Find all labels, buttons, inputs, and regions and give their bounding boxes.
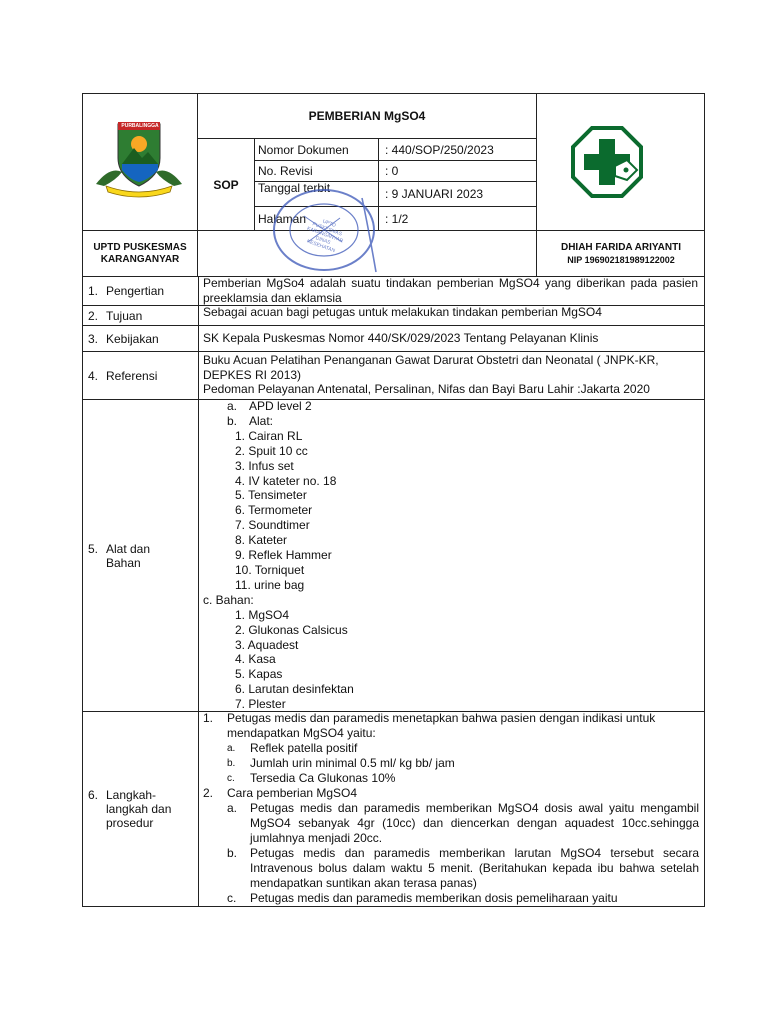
- alat-item: 5. Tensimeter: [235, 488, 307, 503]
- sub-text: Petugas medis dan paramedis memberikan dosis pemeliharaan yaitu: [250, 891, 618, 905]
- list-text: Alat:: [249, 413, 274, 428]
- row-label-line: langkah dan: [106, 802, 172, 816]
- row-number: 2.: [88, 308, 99, 323]
- sop-label: SOP: [213, 177, 239, 192]
- step-2: [203, 786, 699, 801]
- step-line: mendapatkan MgSO4 yaitu:: [227, 726, 376, 740]
- row-label-langkah: [82, 712, 198, 906]
- row-label-referensi: [82, 352, 198, 399]
- bahan-item: 4. Kasa: [235, 652, 276, 667]
- pengertian-text: Pemberian MgSo4 adalah suatu tindakan pemberian MgSO4 yang diberikan pada pasien preeklamsia dan eklamsia: [203, 276, 698, 305]
- step-marker: 1.: [203, 711, 214, 725]
- row-label-line: Alat dan: [106, 541, 151, 556]
- referensi-line: Buku Acuan Pelatihan Penanganan Gawat Darurat Obstetri dan Neonatal ( JNPK-KR,: [203, 353, 659, 367]
- row-number: 5.: [88, 541, 99, 556]
- bahan-item: 6. Larutan desinfektan: [235, 682, 354, 697]
- sub-marker: b.: [227, 846, 238, 860]
- step-text: Cara pemberian MgSO4: [227, 786, 358, 800]
- list-text: APD level 2: [249, 399, 312, 413]
- table-border-bottom: [82, 906, 705, 907]
- referensi-line: DEPKES RI 2013): [203, 367, 302, 382]
- row-label: [106, 542, 150, 570]
- alat-item: 4. IV kateter no. 18: [235, 473, 337, 488]
- row-label-tujuan: [82, 306, 198, 325]
- alat-item: 1. Cairan RL: [235, 428, 303, 443]
- row-number: 4.: [88, 368, 99, 383]
- row-label-line: Bahan: [106, 555, 141, 570]
- bahan-item: 7. Plester: [235, 697, 286, 712]
- alat-list: [203, 429, 698, 593]
- meta-row-revisi: [255, 161, 537, 181]
- step-line: Petugas medis dan paramedis menetapkan bahwa pasien dengan indikasi untuk: [227, 711, 656, 725]
- meta-value: : 1/2: [385, 211, 409, 226]
- sub-item: [203, 756, 699, 771]
- sub-marker: b.: [227, 758, 236, 769]
- bahan-item: 5. Kapas: [235, 667, 283, 682]
- alat-item: 9. Reflek Hammer: [235, 548, 332, 563]
- sub-item: [203, 741, 699, 756]
- purbalingga-logo: [92, 114, 186, 198]
- bahan-list: [203, 608, 698, 712]
- signer-name: DHIAH FARIDA ARIYANTI: [560, 241, 681, 253]
- sub-item: [203, 846, 699, 891]
- sub-item: [203, 801, 699, 846]
- sub-text: Reflek patella positif: [250, 741, 358, 755]
- alat-item: 10. Torniquet: [235, 562, 305, 577]
- alat-item: 2. Spuit 10 cc: [235, 443, 308, 458]
- puskesmas-logo: [571, 126, 643, 198]
- row-label: Tujuan: [106, 308, 143, 323]
- row-label: [106, 788, 171, 830]
- alat-bahan-content: [203, 399, 698, 712]
- logo-banner-text: PURBALINGGA: [121, 123, 159, 129]
- meta-label: Nomor Dokumen: [258, 142, 349, 157]
- org-line-1: UPTD PUSKESMAS: [93, 241, 187, 253]
- sub-marker: c.: [227, 891, 237, 905]
- step-marker: 2.: [203, 786, 214, 800]
- sub-marker: a.: [227, 801, 238, 815]
- sub-item: [203, 771, 699, 786]
- langkah-content: [203, 711, 699, 906]
- list-item: [203, 399, 698, 414]
- list-marker: b.: [227, 413, 238, 428]
- alat-item: 3. Infus set: [235, 458, 294, 473]
- row-number: 3.: [88, 331, 99, 346]
- row-number: 1.: [88, 283, 99, 298]
- row-label: Kebijakan: [106, 331, 159, 346]
- meta-row-nomor: [255, 139, 537, 160]
- alat-item: 6. Termometer: [235, 503, 313, 518]
- sub-text: Jumlah urin minimal 0.5 ml/ kg bb/ jam: [250, 756, 455, 770]
- puskesmas-cross-icon: [571, 126, 643, 198]
- signer-nip: NIP 196902181989122002: [567, 254, 675, 265]
- row-label: Pengertian: [106, 283, 165, 298]
- alat-item: 7. Soundtimer: [235, 518, 310, 533]
- meta-label: Halaman: [258, 211, 307, 226]
- bahan-item: 1. MgSO4: [235, 607, 290, 622]
- meta-label: No. Revisi: [258, 164, 313, 178]
- list-marker: a.: [227, 399, 238, 413]
- referensi-text: [203, 353, 701, 397]
- sub-marker: c.: [227, 773, 235, 784]
- row-label-alat: [82, 400, 198, 711]
- body-column-divider: [198, 276, 199, 907]
- step-1: [203, 711, 699, 741]
- row-label-kebijakan: [82, 326, 198, 351]
- official-stamp: [264, 186, 382, 276]
- row-label-pengertian: [82, 276, 198, 305]
- row-number: 6.: [88, 788, 99, 802]
- meta-value: : 440/SOP/250/2023: [385, 142, 494, 157]
- document-title: PEMBERIAN MgSO4: [308, 108, 426, 123]
- sub-text: Petugas medis dan paramedis memberikan larutan MgSO4 tersebut secara Intravenous bolus dalam waktu 5 menit. (Beritahukan kepada ibu bahwa setelah mendapatkan suntikan akan terasa panas): [250, 846, 699, 890]
- stamp-text: UPTD PUSKESMAS KARANGANYAR DINAS KESEHATAN: [305, 218, 344, 255]
- alat-item: 11. urine bag: [235, 577, 305, 592]
- org-line-2: KARANGANYAR: [100, 253, 180, 265]
- bahan-heading: c. Bahan:: [203, 592, 254, 607]
- row-label-line: prosedur: [106, 816, 154, 830]
- meta-label: Tanggal terbit: [258, 181, 331, 195]
- alat-item: 8. Kateter: [235, 533, 288, 548]
- sub-marker: a.: [227, 743, 236, 754]
- sub-item: [203, 891, 699, 906]
- kebijakan-text: SK Kepala Puskesmas Nomor 440/SK/029/2023 Tentang Pelayanan Klinis: [203, 331, 599, 346]
- meta-value: : 0: [385, 164, 399, 178]
- organisation-name: [82, 231, 198, 276]
- sub-text: Petugas medis dan paramedis memberikan MgSO4 dosis awal yaitu mengambil MgSO4 sebanyak 4gr (10cc) dan diencerkan dengan aquadest 10cc.sehingga jumlahnya menjadi 20cc.: [250, 801, 699, 845]
- sub-text: Tersedia Ca Glukonas 10%: [250, 771, 396, 785]
- row-label: Referensi: [106, 368, 158, 383]
- bahan-item: 3. Aquadest: [235, 637, 299, 652]
- tujuan-text: Sebagai acuan bagi petugas untuk melakukan tindakan pemberian MgSO4: [203, 305, 602, 319]
- step-text: [227, 711, 655, 741]
- bahan-item: 2. Glukonas Calsicus: [235, 622, 348, 637]
- row-label-line: Langkah-: [106, 788, 157, 802]
- referensi-line: Pedoman Pelayanan Antenatal, Persalinan, Nifas dan Bayi Baru Lahir :Jakarta 2020: [203, 382, 650, 396]
- table-border-right: [704, 93, 705, 907]
- meta-value: : 9 JANUARI 2023: [385, 187, 484, 201]
- signer-block: [537, 231, 705, 276]
- list-item: [203, 414, 698, 429]
